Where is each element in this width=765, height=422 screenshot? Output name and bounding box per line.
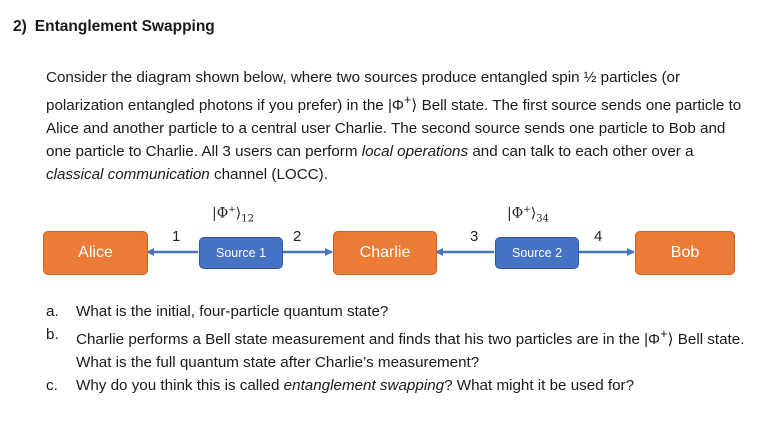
link-label-3: 3 [470,228,479,245]
question-letter: c. [46,377,58,395]
intro-text-2: ⟩ Bell state. The first source sends one particle to Alice and another particle to a central user Charlie. The second source sends one particle to Bob and one particle to Charlie. All 3 users can perform [46,97,742,161]
link-label-4: 4 [594,228,603,245]
section-number: 2) [13,18,27,35]
section-title: Entanglement Swapping [34,18,215,35]
question-letter: a. [46,303,59,320]
intro-paragraph [46,66,751,186]
question-c [46,374,751,397]
link-label-2: 2 [293,228,302,245]
section-heading [13,18,215,36]
intro-text-4: channel (LOCC). [209,166,328,184]
intro-text-1: Consider the diagram shown below, where two sources produce entangled spin ½ particles (or polarization entangled photons if you prefer) in the |Φ [46,69,681,115]
bob-box: Bob [635,231,735,275]
question-b [46,323,751,374]
question-text: Why do you think this is called entanglement swapping? What might it be used for? [76,377,635,395]
question-letter: b. [46,326,59,343]
charlie-box: Charlie [333,231,437,275]
entanglement-diagram [0,205,765,285]
intro-emphasis-local-operations: local operations [361,143,469,161]
question-text: What is the initial, four-particle quantum state? [76,303,389,320]
question-text: Charlie performs a Bell state measurement and finds that his two particles are in the |Φ+⟩ Bell state. What is the full quantum state after Charlie’s measurement? [76,327,745,372]
question-a [46,300,751,323]
question-list [46,300,751,397]
intro-sup: + [404,93,412,107]
source1-box: Source 1 [199,237,283,269]
intro-text-3: and can talk to each other over a [468,143,694,161]
alice-box: Alice [43,231,148,275]
intro-emphasis-classical-communication: classical communication [46,166,210,184]
source2-box: Source 2 [495,237,579,269]
bell-state-34: $|\Phi^+⟩_{34}$ [507,205,549,225]
bell-state-12: $|\Phi^+⟩_{12}$ [212,205,254,225]
link-label-1: 1 [172,228,181,245]
